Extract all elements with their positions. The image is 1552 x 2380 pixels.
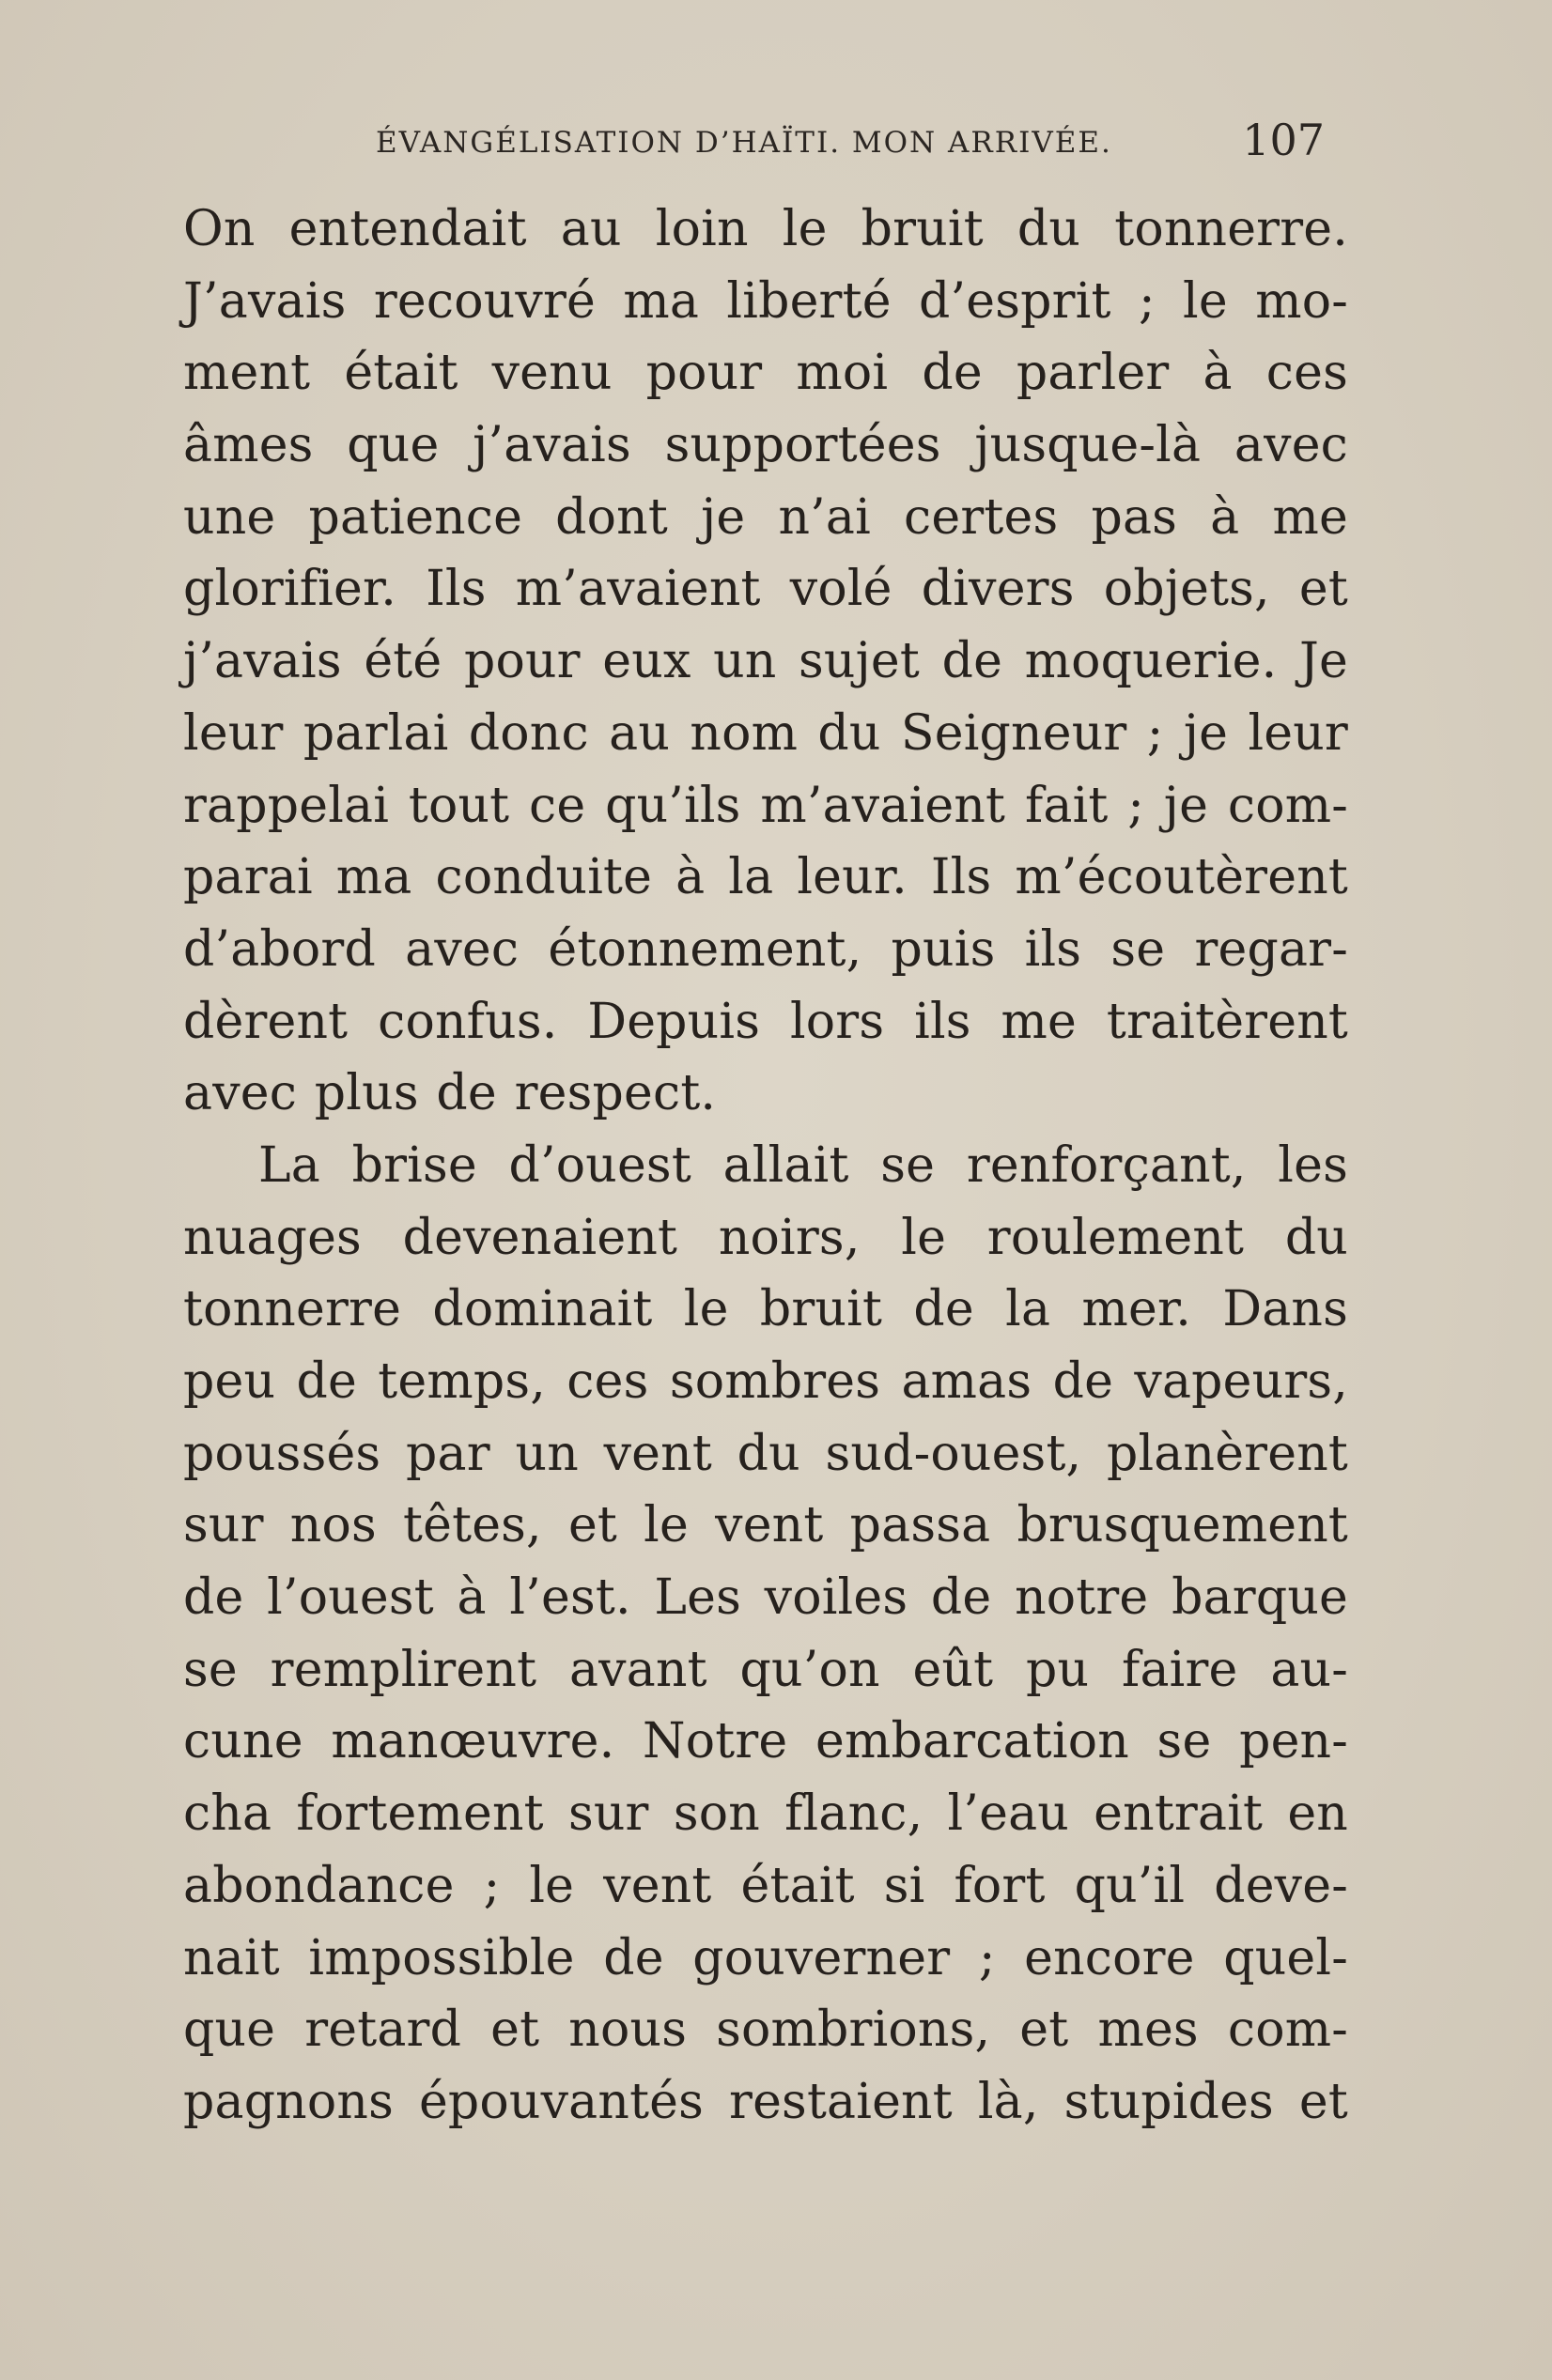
text-line: se remplirent avant qu’on eût pu faire au- — [183, 1641, 1348, 1698]
body-text — [183, 193, 1348, 2139]
text-line: sur nos têtes, et le vent passa brusquement — [183, 1497, 1348, 1554]
text-line: leur parlai donc au nom du Seigneur ; je leur — [183, 704, 1348, 762]
text-line: rappelai tout ce qu’ils m’avaient fait ; je com- — [183, 777, 1348, 834]
text-line: j’avais été pour eux un sujet de moquerie. Je — [183, 633, 1348, 690]
text-line: peu de temps, ces sombres amas de vapeurs, — [183, 1353, 1348, 1410]
text-line: ment était venu pour moi de parler à ces — [183, 345, 1348, 402]
text-line: abondance ; le vent était si fort qu’il deve- — [183, 1857, 1348, 1914]
text-line: une patience dont je n’ai certes pas à me — [183, 488, 1348, 546]
text-line: d’abord avec étonnement, puis ils se regar- — [183, 920, 1348, 978]
text-line: que retard et nous sombrions, et mes com- — [183, 2001, 1348, 2059]
text-line: parai ma conduite à la leur. Ils m’écoutèrent — [183, 849, 1348, 906]
text-line-paragraph-end: avec plus de respect. — [183, 1065, 717, 1122]
text-line: cune manœuvre. Notre embarcation se pen- — [183, 1713, 1348, 1770]
text-line: nuages devenaient noirs, le roulement du — [183, 1209, 1348, 1266]
text-line: pagnons épouvantés restaient là, stupides et — [183, 2073, 1348, 2130]
text-line: glorifier. Ils m’avaient volé divers objets, et — [183, 561, 1348, 618]
text-line: tonnerre dominait le bruit de la mer. Dans — [183, 1281, 1348, 1338]
text-line: cha fortement sur son flanc, l’eau entrait en — [183, 1785, 1348, 1843]
text-line: On entendait au loin le bruit du tonnerre. — [183, 201, 1348, 257]
page-header — [376, 115, 1325, 171]
text-line-paragraph-start: La brise d’ouest allait se renforçant, les — [258, 1136, 1348, 1194]
text-line: J’avais recouvré ma liberté d’esprit ; le mo- — [183, 272, 1348, 330]
text-line: poussés par un vent du sud-ouest, planèrent — [183, 1425, 1348, 1482]
text-line: dèrent confus. Depuis lors ils me traitèrent — [183, 993, 1348, 1050]
text-line: de l’ouest à l’est. Les voiles de notre barque — [183, 1569, 1348, 1627]
running-head: ÉVANGÉLISATION D’HAÏTI. MON ARRIVÉE. — [376, 126, 1112, 160]
text-line: âmes que j’avais supportées jusque-là avec — [183, 417, 1348, 474]
text-line: nait impossible de gouverner ; encore quel- — [183, 1929, 1348, 1986]
page-number: 107 — [1242, 115, 1325, 165]
